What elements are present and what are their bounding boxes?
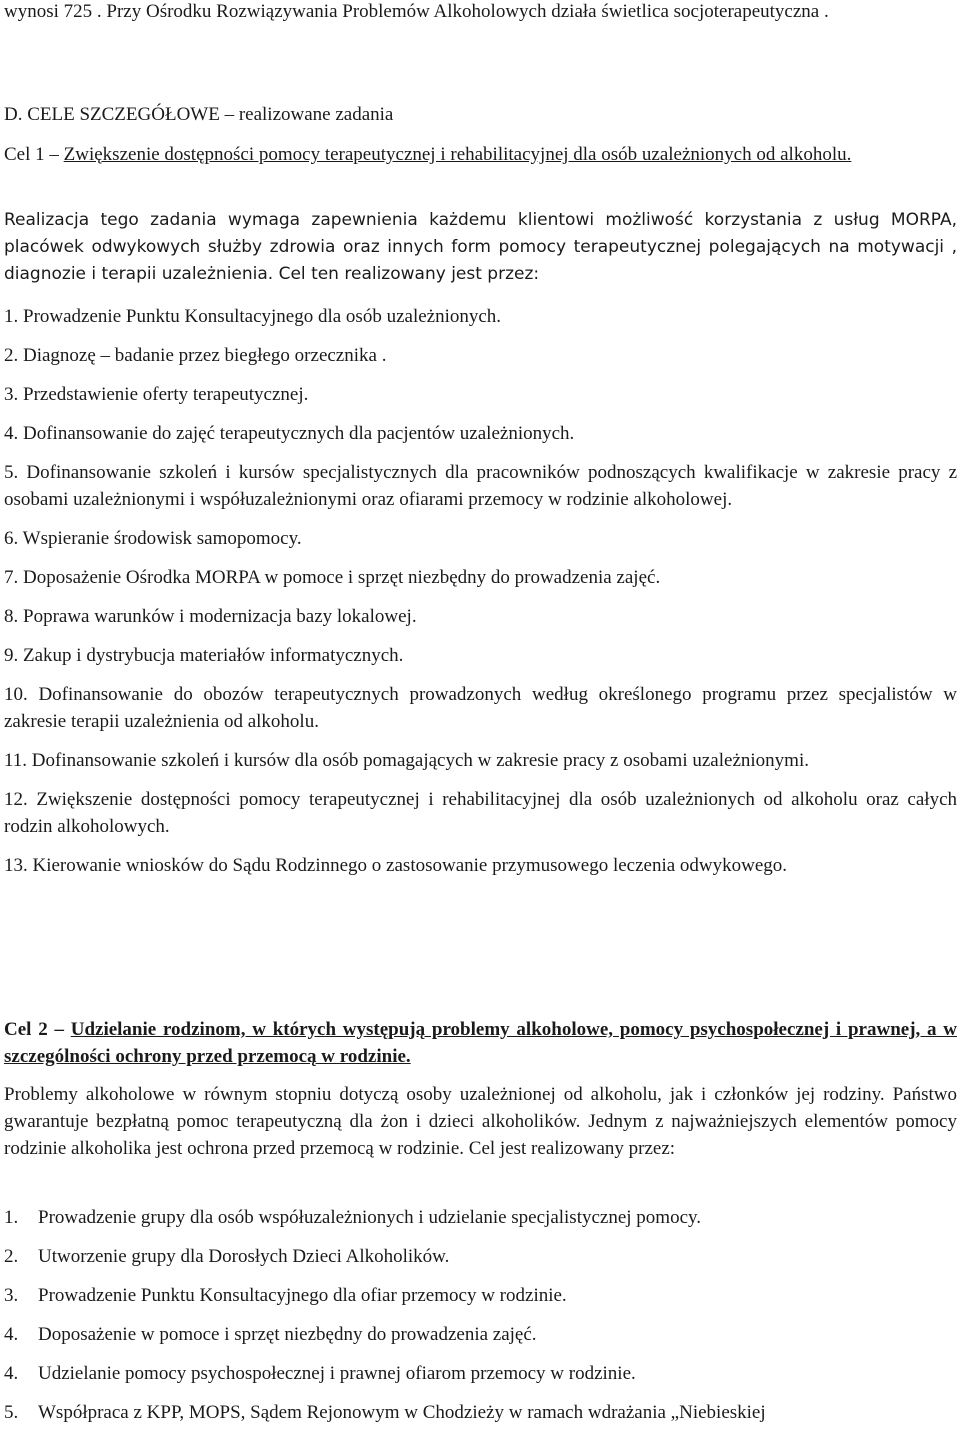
cel2-item-number: 4. xyxy=(4,1324,19,1345)
cel1-item-6: 6. Wspieranie środowisk samopomocy. xyxy=(4,528,302,549)
cel1-item-8: 8. Poprawa warunków i modernizacja bazy lokalowej. xyxy=(4,606,417,627)
cel2-list xyxy=(4,1204,957,1426)
cel2-item-6 xyxy=(4,1399,957,1426)
cel2-item-number: 3. xyxy=(4,1285,19,1306)
cel1-item-7: 7. Doposażenie Ośrodka MORPA w pomoce i sprzęt niezbędny do prowadzenia zajęć. xyxy=(4,567,661,588)
section-d-heading: D. CELE SZCZEGÓŁOWE – realizowane zadania xyxy=(4,104,394,125)
cel1-label: Cel 1 – xyxy=(4,144,64,165)
cel2-title: Udzielanie rodzinom, w których występują problemy alkoholowe, pomocy psychospołecznej i prawnej, a w szczególności ochrony przed przemocą w rodzinie. xyxy=(4,1019,958,1067)
cel1-heading xyxy=(4,141,957,168)
cel2-item-text: Współpraca z KPP, MOPS, Sądem Rejonowym w Chodzieży w ramach wdrażania „Niebieskiej xyxy=(38,1402,766,1423)
cel2-item-text: Prowadzenie grupy dla osób współuzależnionych i udzielanie specjalistycznej pomocy. xyxy=(38,1207,702,1228)
cel2-item-text: Utworzenie grupy dla Dorosłych Dzieci Alkoholików. xyxy=(38,1246,450,1267)
cel2-heading xyxy=(4,1016,957,1070)
cel1-item-3: 3. Przedstawienie oferty terapeutycznej. xyxy=(4,384,309,405)
cel2-item-text: Prowadzenie Punktu Konsultacyjnego dla ofiar przemocy w rodzinie. xyxy=(38,1285,567,1306)
cel2-item-4 xyxy=(4,1321,957,1348)
cel2-item-number: 5. xyxy=(4,1402,19,1423)
cel1-item-1: 1. Prowadzenie Punktu Konsultacyjnego dla osób uzależnionych. xyxy=(4,306,502,327)
cel2-item-2 xyxy=(4,1243,957,1270)
cel2-item-1 xyxy=(4,1204,957,1231)
cel1-item-4: 4. Dofinansowanie do zajęć terapeutycznych dla pacjentów uzależnionych. xyxy=(4,423,575,444)
cel2-item-5 xyxy=(4,1360,957,1387)
cel1-item-5: 5. Dofinansowanie szkoleń i kursów specjalistycznych dla pracowników podnoszących kwalifikacje w zakresie pracy z osobami uzależnionymi i współuzależnionymi oraz ofiarami przemocy w rodzinie alkoholowej. xyxy=(4,462,957,510)
cel1-item-9: 9. Zakup i dystrybucja materiałów informatycznych. xyxy=(4,645,404,666)
cel1-item-10: 10. Dofinansowanie do obozów terapeutycznych prowadzonych według określonego programu przez specjalistów w zakresie terapii uzależnienia od alkoholu. xyxy=(4,684,957,732)
cel2-item-number: 4. xyxy=(4,1363,19,1384)
cel1-item-12: 12. Zwiększenie dostępności pomocy terapeutycznej i rehabilitacyjnej dla osób uzależnionych od alkoholu oraz całych rodzin alkoholowych. xyxy=(4,789,957,837)
cel1-item-13: 13. Kierowanie wniosków do Sądu Rodzinnego o zastosowanie przymusowego leczenia odwykowego. xyxy=(4,855,788,876)
cel2-item-3 xyxy=(4,1282,957,1309)
cel2-description: Problemy alkoholowe w równym stopniu dotyczą osoby uzależnionej od alkoholu, jak i członków jej rodziny. Państwo gwarantuje bezpłatną pomoc terapeutyczną dla żon i dzieci alkoholików. Jednym z najważniejszych elementów pomocy rodzinie alkoholika jest ochrona przed przemocą w rodzinie. Cel jest realizowany przez: xyxy=(4,1084,957,1159)
cel1-item-2: 2. Diagnozę – badanie przez biegłego orzecznika . xyxy=(4,345,387,366)
cel1-list xyxy=(4,303,957,879)
intro-paragraph: wynosi 725 . Przy Ośrodku Rozwiązywania Problemów Alkoholowych działa świetlica socjoterapeutyczna . xyxy=(4,1,829,22)
cel2-item-number: 2. xyxy=(4,1246,19,1267)
cel1-description: Realizacja tego zadania wymaga zapewnienia każdemu klientowi możliwość korzystania z usług MORPA, placówek odwykowych służby zdrowia oraz innych form pomocy terapeutycznej polegających na motywacji , diagnozie i terapii uzależnienia. Cel ten realizowany jest przez: xyxy=(4,210,957,284)
cel2-label: Cel 2 – xyxy=(4,1019,71,1040)
cel1-title: Zwiększenie dostępności pomocy terapeutycznej i rehabilitacyjnej dla osób uzależnionych od alkoholu. xyxy=(63,144,852,165)
cel2-item-text: Doposażenie w pomoce i sprzęt niezbędny do prowadzenia zajęć. xyxy=(38,1324,537,1345)
cel2-item-text: Udzielanie pomocy psychospołecznej i prawnej ofiarom przemocy w rodzinie. xyxy=(38,1363,636,1384)
cel2-item-number: 1. xyxy=(4,1207,19,1228)
cel1-item-11: 11. Dofinansowanie szkoleń i kursów dla osób pomagających w zakresie pracy z osobami uzależnionymi. xyxy=(4,750,809,771)
